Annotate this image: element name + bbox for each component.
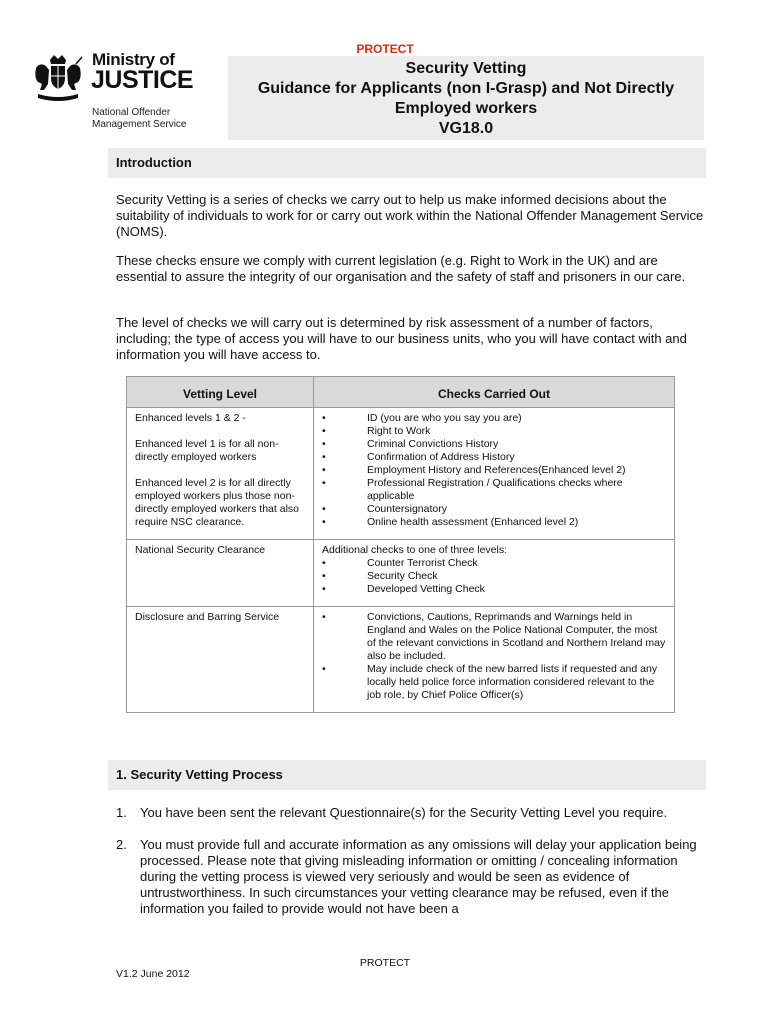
intro-paragraph-1: Security Vetting is a series of checks we carry out to help us make informed decisions about the suitability of individuals to work for or carry out work within the National Offender Management Service (NOMS).	[116, 192, 704, 239]
list-item: 2. You must provide full and accurate information as any omissions will delay your application being processed. Please note that giving misleading information or omitting / concealing information during the vetting process is viewed very seriously and would be seen as evidence of untrustworthiness. In such circumstances your vetting clearance may be refused, even if the information you failed to provide would not have been a	[116, 837, 697, 916]
check-item: • Counter Terrorist Check	[322, 557, 478, 569]
vetting-level-cell	[127, 540, 314, 607]
table-row	[127, 408, 675, 540]
level-text: National Security Clearance	[135, 544, 266, 556]
table-header-row	[127, 377, 675, 408]
moj-logo	[32, 50, 192, 136]
logo-management-service: Management Service	[92, 119, 187, 130]
level-text: Enhanced level 2 is for all directly employed workers plus those non-directly employed workers that also require NSC clearance.	[135, 477, 299, 528]
process-steps	[116, 805, 704, 933]
table-row	[127, 607, 675, 713]
check-item: • Right to Work	[322, 425, 431, 437]
vetting-levels-table	[126, 376, 675, 713]
checks-cell	[314, 540, 675, 607]
logo-national-offender: National Offender	[92, 107, 171, 118]
royal-crest-icon	[32, 54, 84, 104]
check-item: • ID (you are who you say you are)	[322, 412, 522, 424]
check-item: • May include check of the new barred lists if requested and any locally held police force information considered relevant to the job role, by Chief Police Officer(s)	[322, 663, 658, 701]
logo-justice: JUSTICE	[91, 66, 194, 94]
title-line-1: Security Vetting	[405, 60, 527, 77]
level-text: Enhanced levels 1 & 2 -	[135, 412, 246, 424]
check-item: • Online health assessment (Enhanced level 2)	[322, 516, 579, 528]
checks-intro: Additional checks to one of three levels:	[322, 544, 508, 556]
title-line-4: VG18.0	[438, 120, 494, 137]
header-checks-carried-out: Checks Carried Out	[314, 377, 675, 408]
check-item: • Developed Vetting Check	[322, 583, 485, 595]
header-vetting-level: Vetting Level	[127, 377, 314, 408]
check-item: • Security Check	[322, 570, 438, 582]
protect-marking-footer: PROTECT	[359, 957, 411, 969]
checks-cell	[314, 607, 675, 713]
intro-paragraph-2: These checks ensure we comply with current legislation (e.g. Right to Work in the UK) and are essential to assure the integrity of our organisation and the safety of staff and prisoners in our care.	[116, 253, 686, 284]
title-line-2: Guidance for Applicants (non I-Grasp) and Not Directly	[257, 80, 675, 97]
logo-ministry-of: Ministry of	[92, 50, 175, 69]
checks-list	[322, 611, 666, 702]
check-item: • Criminal Convictions History	[322, 438, 499, 450]
level-text: Disclosure and Barring Service	[135, 611, 280, 623]
vetting-level-cell	[127, 607, 314, 713]
table-row	[127, 540, 675, 607]
checks-list	[322, 557, 666, 596]
check-item: • Countersignatory	[322, 503, 447, 515]
introduction-heading: Introduction	[108, 148, 706, 178]
security-vetting-process-heading: 1. Security Vetting Process	[108, 760, 706, 790]
check-item: • Professional Registration / Qualifications checks where applicable	[322, 477, 623, 502]
check-item: • Convictions, Cautions, Reprimands and Warnings held in England and Wales on the Police National Computer, the most of the relevant convictions in Scotland and Northern Ireland may also be included.	[322, 611, 666, 662]
protect-marking-top: PROTECT	[356, 42, 414, 56]
checks-cell	[314, 408, 675, 540]
list-item: 1. You have been sent the relevant Questionnaire(s) for the Security Vetting Level you require.	[116, 805, 668, 820]
check-item: • Confirmation of Address History	[322, 451, 515, 463]
checks-list	[322, 412, 666, 529]
intro-paragraph-3: The level of checks we will carry out is determined by risk assessment of a number of factors, including; the type of access you will have to our business units, who you will have contact with and information you will have access to.	[116, 315, 687, 362]
vetting-level-cell	[127, 408, 314, 540]
level-text: Enhanced level 1 is for all non-directly employed workers	[135, 438, 279, 463]
check-item: • Employment History and References(Enhanced level 2)	[322, 464, 626, 476]
document-title	[228, 56, 704, 140]
title-line-3: Employed workers	[394, 100, 538, 117]
document-version: V1.2 June 2012	[116, 968, 190, 980]
